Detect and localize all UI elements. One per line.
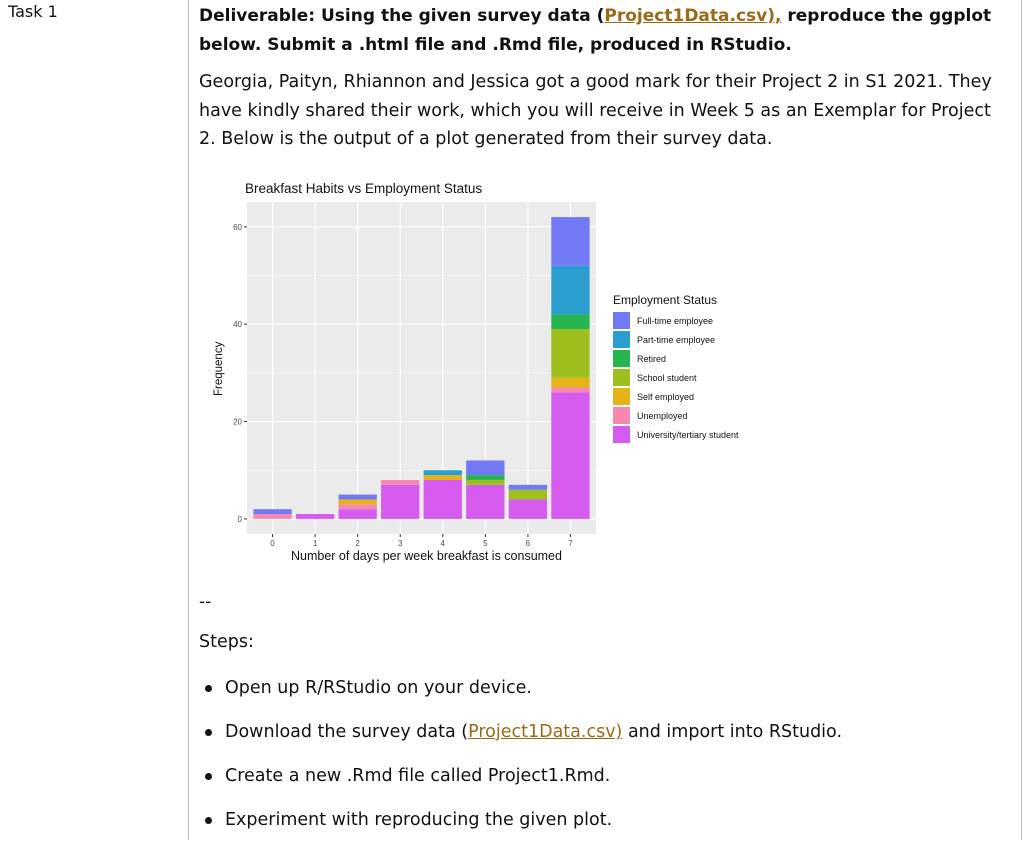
step-text: Experiment with reproducing the given plot. <box>225 810 613 830</box>
x-tick-label: 5 <box>483 539 488 548</box>
x-tick-label: 7 <box>568 539 573 548</box>
bar-segment <box>551 314 589 329</box>
legend-title: Employment Status <box>613 293 718 307</box>
chart-title: Breakfast Habits vs Employment Status <box>245 181 483 196</box>
bar-segment <box>466 480 504 485</box>
bar-segment <box>466 460 504 475</box>
bar-segment <box>551 378 589 388</box>
x-tick-label: 4 <box>440 539 446 548</box>
bar-segment <box>466 475 504 480</box>
y-tick-label: 40 <box>233 320 242 330</box>
task-label: Task 1 <box>8 2 58 21</box>
x-axis <box>270 534 573 548</box>
legend-label: School student <box>637 373 697 383</box>
bar-segment <box>339 495 377 500</box>
list-item <box>205 762 842 806</box>
list-item <box>205 718 842 762</box>
legend-label: Retired <box>637 354 667 364</box>
step-text: and import into RStudio. <box>622 722 843 742</box>
y-axis <box>233 223 247 524</box>
y-tick-label: 20 <box>233 417 242 427</box>
legend-label: Full-time employee <box>637 316 714 326</box>
bar-segment <box>424 470 462 475</box>
bar-segment <box>551 392 589 519</box>
task-label-cell <box>0 0 189 840</box>
intro-paragraph: Georgia, Paityn, Rhiannon and Jessica got a good mark for their Project 2 in S1 2021. They have kindly shared their work, which you will receive in Week 5 as an Exemplar for Project 2. Below is the output of a plot generated from their survey data. <box>199 72 992 149</box>
bar-segment <box>509 485 547 490</box>
steps-title: Steps: <box>199 632 254 652</box>
legend-label: Unemployed <box>637 411 688 421</box>
bar-segment <box>381 485 419 519</box>
bar-segment <box>466 485 504 519</box>
list-item <box>205 806 842 850</box>
deliverable-text <box>199 2 1009 60</box>
bar-segment <box>253 509 291 514</box>
legend-label: University/tertiary student <box>637 430 739 440</box>
x-tick-label: 1 <box>312 539 318 548</box>
table-border <box>1021 0 1022 840</box>
y-tick-label: 0 <box>237 514 242 524</box>
deliverable-prefix: Deliverable: Using the given survey data ( <box>199 6 605 26</box>
breakfast-chart <box>205 172 765 572</box>
x-tick-label: 2 <box>355 539 360 548</box>
legend-key <box>613 426 630 443</box>
bar-segment <box>551 266 589 315</box>
bar-segment <box>509 490 547 500</box>
legend-key <box>613 331 630 348</box>
bar-segment <box>509 499 547 518</box>
bar-segment <box>424 480 462 519</box>
data-file-link[interactable]: Project1Data.csv), <box>604 6 782 26</box>
bar-segment <box>339 504 377 509</box>
bar-segment <box>339 509 377 519</box>
steps-list <box>205 674 842 850</box>
step-text: Download the survey data ( <box>225 722 469 742</box>
bar-segment <box>381 480 419 485</box>
legend-key <box>613 350 630 367</box>
x-axis-label: Number of days per week breakfast is consumed <box>291 549 562 563</box>
y-tick-label: 60 <box>233 222 242 232</box>
separator: -- <box>199 592 212 612</box>
data-file-link[interactable]: Project1Data.csv) <box>468 722 623 742</box>
step-text: Create a new .Rmd file called Project1.Rmd. <box>225 766 611 786</box>
legend-key <box>613 369 630 386</box>
x-tick-label: 6 <box>525 539 531 548</box>
legend-key <box>613 312 630 329</box>
bar-segment <box>296 514 334 519</box>
legend-label: Part-time employee <box>637 335 716 345</box>
bar-segment <box>551 387 589 392</box>
legend-key <box>613 388 630 405</box>
x-tick-label: 3 <box>397 539 403 548</box>
plot-panel <box>247 202 596 534</box>
legend <box>613 312 739 443</box>
deliverable-suffix: reproduce the ggplot below. Submit a .html file and .Rmd file, produced in RStudio. <box>199 6 992 55</box>
step-text: Open up R/RStudio on your device. <box>225 678 532 698</box>
x-tick-label: 0 <box>270 539 275 548</box>
bar-segment <box>424 475 462 480</box>
bar-segment <box>551 329 589 378</box>
bar-segment <box>253 514 291 519</box>
bar-segment <box>551 217 589 266</box>
bar-segment <box>339 499 377 504</box>
legend-key <box>613 407 630 424</box>
legend-label: Self employed <box>637 392 695 402</box>
y-axis-label: Frequency <box>213 341 225 396</box>
list-item <box>205 674 842 718</box>
